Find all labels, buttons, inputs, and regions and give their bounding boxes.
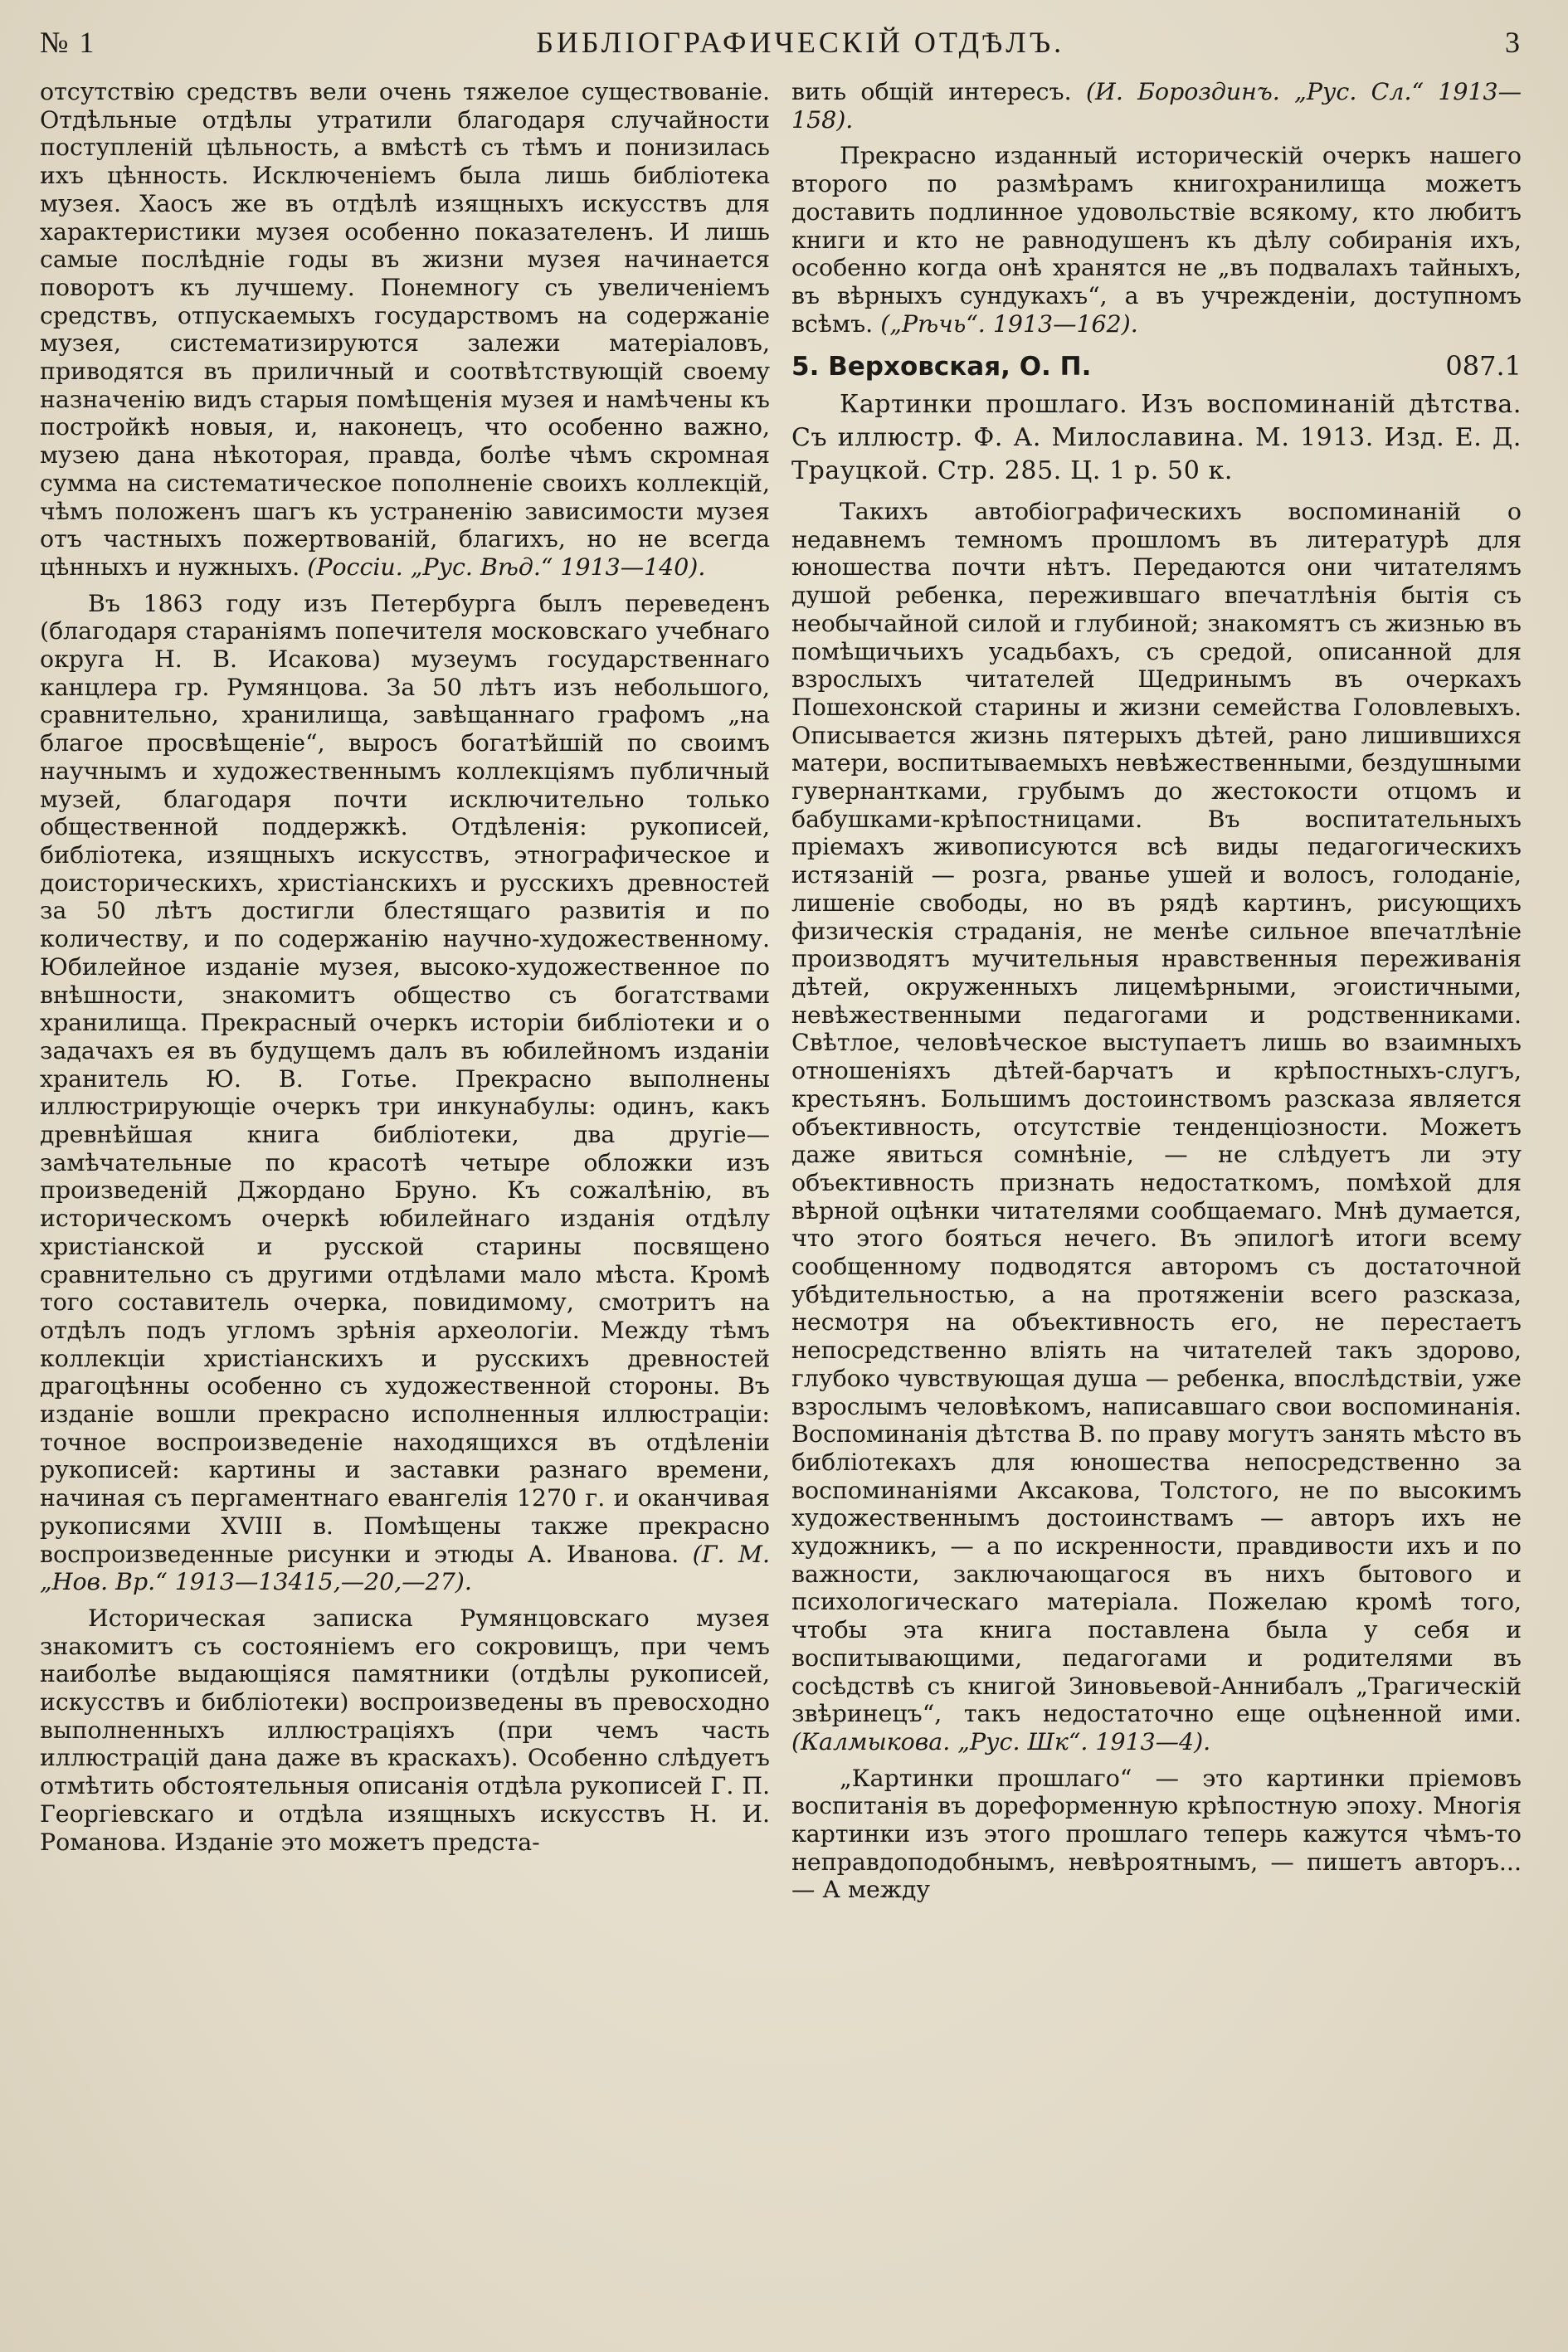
paragraph: „Картинки прошлаго“ — это картинки пріемовъ воспитанія въ дореформенную крѣпостную эпоху. Многія картинки изъ этого прошлаго теперь кажутся чѣмъ-то неправдоподобнымъ, невѣроятнымъ, — пишетъ авторъ... — А между xyxy=(791,1764,1522,1904)
left-column xyxy=(40,78,770,1904)
paragraph: Въ 1863 году изъ Петербурга былъ переведенъ (благодаря стараніямъ попечителя московскаго учебнаго округа Н. В. Исакова) музеумъ государственнаго канцлера гр. Румянцова. За 50 лѣтъ изъ небольшого, сравнительно, хранилища, завѣщаннаго графомъ „на благое просвѣщеніе“, выросъ богатѣйшій по своимъ научнымъ и художественнымъ коллекціямъ публичный музей, благодаря почти исключительно только общественной поддержкѣ. Отдѣленія: рукописей, библіотека, изящныхъ искусствъ, этнографическое и доисторическихъ, христіанскихъ и русскихъ древностей за 50 лѣтъ достигли блестящаго развитія и по количеству, и по содержанію научно-художественному. Юбилейное изданіе музея, высоко-художественное по внѣшности, знакомитъ общество съ богатствами хранилища. Прекрасный очеркъ исторіи библіотеки и о задачахъ ея въ будущемъ далъ въ юбилейномъ изданіи хранитель Ю. В. Готье. Прекрасно выполнены иллюстрирующіе очеркъ три инкунабулы: одинъ, какъ древнѣйшая книга библіотеки, два другіе— замѣчательные по красотѣ четыре обложки изъ произведеній Джордано Бруно. Къ сожалѣнію, въ историческомъ очеркѣ юбилейнаго изданія отдѣлу христіанской и русской старины посвящено сравнительно съ другими отдѣлами мало мѣста. Кромѣ того составитель очерка, повидимому, смотритъ на отдѣлъ подъ угломъ зрѣнія археологіи. Между тѣмъ коллекціи христіанскихъ и русскихъ древностей драгоцѣнны особенно съ художественной стороны. Въ изданіе вошли прекрасно исполненныя иллюстраціи: точное воспроизведеніе находящихся въ отдѣленіи рукописей: картины и заставки разнаго времени, начиная съ пергаментнаго евангелія 1270 г. и оканчивая рукописями XVIII в. Помѣщены также прекрасно воспроизведенные рисунки и этюды А. Иванова. (Г. М. „Нов. Вр.“ 1913—13415,—20,—27). xyxy=(40,589,770,1596)
page-number: 3 xyxy=(1504,26,1522,59)
paragraph: Историческая записка Румянцовскаго музея знакомитъ съ состояніемъ его сокровищъ, при чемъ наиболѣе выдающіяся памятники (отдѣлы рукописей, искусствъ и библіотеки) воспроизведены въ превосходно выполненныхъ иллюстраціяхъ (при чемъ часть иллюстрацій дана даже въ краскахъ). Особенно слѣдуетъ отмѣтить обстоятельныя описанія отдѣла рукописей Г. П. Георгіевскаго и отдѣла изящныхъ искусствъ Н. И. Романова. Изданіе это можетъ предста- xyxy=(40,1604,770,1856)
bibliographic-description: Картинки прошлаго. Изъ воспоминаній дѣтства. Съ иллюстр. Ф. А. Милославина. М. 1913. Изд. Е. Д. Трауцкой. Стр. 285. Ц. 1 р. 50 к. xyxy=(791,390,1522,486)
citation: („Рѣчь“. 1913—162). xyxy=(880,309,1138,338)
paragraph: Прекрасно изданный историческій очеркъ нашего второго по размѣрамъ книгохранилища можетъ доставить подлинное удовольствіе всякому, кто любитъ книги и кто не равнодушенъ къ дѣлу собиранія ихъ, особенно когда онѣ хранятся не „въ подвалахъ тайныхъ, въ вѣрныхъ сундукахъ“, а въ учрежденіи, доступномъ всѣмъ. („Рѣчь“. 1913—162). xyxy=(791,142,1522,338)
paragraph: отсутствію средствъ вели очень тяжелое существованіе. Отдѣльные отдѣлы утратили благодаря случайности поступленій цѣльность, а вмѣстѣ съ тѣмъ и понизилась ихъ цѣнность. Исключеніемъ была лишь библіотека музея. Хаосъ же въ отдѣлѣ изящныхъ искусствъ для характеристики музея особенно показателенъ. И лишь самые послѣдніе годы въ жизни музея начинается поворотъ къ лучшему. Понемногу съ увеличеніемъ средствъ, отпускаемыхъ государствомъ на содержаніе музея, систематизируются залежи матеріаловъ, приводятся въ приличный и соотвѣтствующій своему назначенію видъ старыя помѣщенія музея и намѣчены къ постройкѣ новыя, и, наконецъ, что особенно важно, музею дана нѣкоторая, правда, болѣе чѣмъ скромная сумма на систематическое пополненіе своихъ коллекцій, чѣмъ положенъ шагъ къ устраненію зависимости музея отъ частныхъ пожертвованій, благихъ, но не всегда цѣнныхъ и нужныхъ. (Россіи. „Рус. Вѣд.“ 1913—140). xyxy=(40,78,770,581)
classification-code: 087.1 xyxy=(1445,350,1522,382)
citation: (Г. М. „Нов. Вр.“ 1913—13415,—20,—27). xyxy=(40,1540,770,1596)
citation: (Россіи. „Рус. Вѣд.“ 1913—140). xyxy=(307,553,706,581)
issue-number: № 1 xyxy=(40,26,96,59)
paragraph: Такихъ автобіографическихъ воспоминаній о недавнемъ темномъ прошломъ въ литературѣ для юношества почти нѣтъ. Передаются они читателямъ душой ребенка, пережившаго впечатлѣнія бытія съ необычайной силой и глубиной; знакомятъ съ жизнью въ помѣщичьихъ усадьбахъ, съ средой, описанной для взрослыхъ читателей Щедринымъ въ очеркахъ Пошехонской старины и жизни семейства Головлевыхъ. Описывается жизнь пятерыхъ дѣтей, рано лишившихся матери, воспитываемыхъ невѣжественными, бездушными гувернантками, грубымъ до жестокости отцомъ и бабушками-крѣпостницами. Въ воспитательныхъ пріемахъ живописуются всѣ виды педагогическихъ истязаній — розга, рванье ушей и волосъ, голоданіе, лишеніе свободы, но въ рядѣ картинъ, рисующихъ физическія страданія, не менѣе сильное впечатлѣніе производятъ мучительныя нравственныя переживанія дѣтей, окруженныхъ лицемѣрными, эгоистичными, невѣжественными педагогами и родственниками. Свѣтлое, человѣческое выступаетъ лишь во взаимныхъ отношеніяхъ дѣтей-барчатъ и крѣпостныхъ-слугъ, крестьянъ. Большимъ достоинствомъ разсказа является объективность, отсутствіе тенденціозности. Можетъ даже явиться сомнѣніе, — не слѣдуетъ ли эту объективность признать недостаткомъ, помѣхой для вѣрной оцѣнки читателями сообщаемаго. Мнѣ думается, что этого бояться нечего. Въ эпилогѣ итоги всему сообщенному подводятся авторомъ съ достаточной убѣдительностью, а на протяженіи всего разсказа, несмотря на объективность его, не перестаетъ непосредственно вліять на читателей такъ здорово, глубоко чувствующая душа — ребенка, впослѣдствіи, уже взрослымъ человѣкомъ, написавшаго свои воспоминанія. Воспоминанія дѣтства В. по праву могутъ занять мѣсто въ библіотекахъ для юношества непосредственно за воспоминаніями Аксакова, Толстого, не по высокимъ художественнымъ достоинствамъ — авторъ ихъ не художникъ, — а по искренности, правдивости ихъ и по важности, заключающагося въ нихъ бытового и психологическаго матеріала. Пожелаю кромѣ того, чтобы эта книга поставлена была у себя и воспитывающими, педагогами и родителями въ сосѣдствѣ съ книгой Зиновьевой-Аннибалъ „Трагическій звѣринецъ“, такъ недостаточно еще оцѣненной ими. (Калмыкова. „Рус. Шк“. 1913—4). xyxy=(791,498,1522,1755)
section-title: БИБЛIОГРАФИЧЕСКIЙ ОТДѢЛЪ. xyxy=(536,26,1065,59)
page-header xyxy=(40,25,1522,78)
citation: (Калмыкова. „Рус. Шк“. 1913—4). xyxy=(791,1727,1211,1755)
text-columns xyxy=(40,78,1522,1904)
citation: (И. Бороздинъ. „Рус. Сл.“ 1913—158). xyxy=(791,78,1522,134)
bibliography-entry-heading xyxy=(791,350,1522,382)
paragraph: вить общій интересъ. (И. Бороздинъ. „Рус. Сл.“ 1913—158). xyxy=(791,78,1522,134)
entry-author: 5. Верховская, О. П. xyxy=(791,352,1092,382)
right-column xyxy=(791,78,1522,1904)
